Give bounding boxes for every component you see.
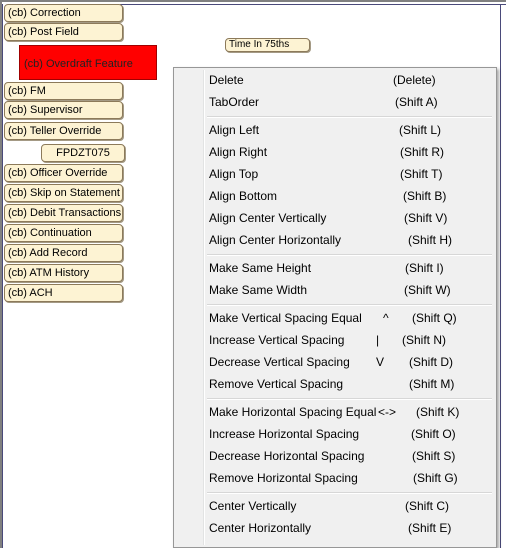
caret-down-icon: V: [376, 355, 385, 369]
menu-item-label: Make Same Height: [209, 261, 312, 275]
control-atm-history[interactable]: (cb) ATM History: [4, 264, 123, 282]
menu-item-shortcut: (Shift O): [411, 427, 456, 441]
caret-up-icon: ^: [383, 311, 389, 325]
menu-item-label: Remove Horizontal Spacing: [209, 471, 358, 485]
menu-item-increase-horizontal-spacing[interactable]: [176, 423, 494, 445]
menu-item-shortcut: (Shift Q): [412, 311, 457, 325]
menu-item-align-bottom[interactable]: [176, 185, 494, 207]
menu-item-label: Center Horizontally: [209, 521, 312, 535]
menu-item-shortcut: (Shift M): [409, 377, 455, 391]
menu-item-remove-horizontal-spacing[interactable]: [176, 467, 494, 489]
menu-item-shortcut: (Shift H): [408, 233, 453, 247]
menu-item-decrease-vertical-spacing[interactable]: [176, 351, 494, 373]
menu-item-label: Align Top: [209, 167, 259, 181]
menu-item-label: Decrease Horizontal Spacing: [209, 449, 365, 463]
canvas-right-border: [500, 4, 501, 548]
control-fm[interactable]: (cb) FM: [4, 82, 123, 100]
menu-item-decrease-horizontal-spacing[interactable]: [176, 445, 494, 467]
menu-item-taborder[interactable]: [176, 91, 494, 113]
menu-item-shortcut: (Shift K): [416, 405, 460, 419]
menu-item-center-vertically[interactable]: [176, 495, 494, 517]
menu-item-label: Delete: [209, 73, 244, 87]
menu-item-label: Decrease Vertical Spacing: [209, 355, 350, 369]
menu-item-shortcut: (Shift R): [400, 145, 445, 159]
horizontal-arrows-icon: <->: [378, 405, 397, 419]
menu-item-shortcut: (Shift S): [412, 449, 456, 463]
control-continuation[interactable]: (cb) Continuation: [4, 224, 123, 242]
menu-item-label: Increase Horizontal Spacing: [209, 427, 360, 441]
menu-separator: [207, 398, 492, 400]
control-add-record[interactable]: (cb) Add Record: [4, 244, 123, 262]
menu-item-label: Align Left: [209, 123, 260, 137]
menu-item-shortcut: (Shift A): [395, 95, 438, 109]
menu-item-align-center-horizontally[interactable]: [176, 229, 494, 251]
menu-item-shortcut: (Shift B): [403, 189, 447, 203]
menu-item-shortcut: (Shift I): [405, 261, 444, 275]
menu-item-label: TabOrder: [209, 95, 260, 109]
canvas-left-border: [2, 4, 3, 548]
control-post-field[interactable]: (cb) Post Field: [4, 23, 123, 41]
menu-separator: [207, 116, 492, 118]
menu-item-shortcut: (Delete): [393, 73, 436, 87]
menu-separator: [207, 492, 492, 494]
menu-item-align-left[interactable]: [176, 119, 494, 141]
menu-item-align-center-vertically[interactable]: [176, 207, 494, 229]
menu-item-align-right[interactable]: [176, 141, 494, 163]
control-officer-override[interactable]: (cb) Officer Override: [4, 164, 123, 182]
control-teller-override[interactable]: (cb) Teller Override: [4, 122, 123, 140]
control-ach[interactable]: (cb) ACH: [4, 284, 123, 302]
menu-item-label: Align Right: [209, 145, 268, 159]
menu-item-shortcut: (Shift E): [408, 521, 452, 535]
menu-separator: [207, 304, 492, 306]
menu-item-make-vertical-spacing-equal[interactable]: [176, 307, 494, 329]
menu-item-label: Align Bottom: [209, 189, 278, 203]
menu-item-label: Center Vertically: [209, 499, 297, 513]
menu-item-label: Make Horizontal Spacing Equal: [209, 405, 377, 419]
menu-item-shortcut: (Shift G): [413, 471, 458, 485]
menu-item-make-same-width[interactable]: [176, 279, 494, 301]
menu-item-shortcut: (Shift N): [402, 333, 447, 347]
menu-item-shortcut: (Shift D): [409, 355, 454, 369]
menu-item-label: Make Same Width: [209, 283, 308, 297]
menu-item-shortcut: (Shift V): [404, 211, 448, 225]
menu-item-shortcut: (Shift C): [405, 499, 450, 513]
menu-item-remove-vertical-spacing[interactable]: [176, 373, 494, 395]
menu-item-align-top[interactable]: [176, 163, 494, 185]
control-fpdzt075[interactable]: FPDZT075: [41, 144, 125, 162]
menu-item-label: Remove Vertical Spacing: [209, 377, 344, 391]
menu-item-label: Make Vertical Spacing Equal: [209, 311, 362, 325]
menu-item-increase-vertical-spacing[interactable]: [176, 329, 494, 351]
context-menu: [173, 67, 497, 548]
menu-item-label: Align Center Horizontally: [209, 233, 342, 247]
menu-item-shortcut: (Shift L): [399, 123, 442, 137]
control-correction[interactable]: (cb) Correction: [4, 4, 123, 22]
menu-item-delete[interactable]: [176, 69, 494, 91]
control-skip-on-statement[interactable]: (cb) Skip on Statement: [4, 184, 123, 202]
canvas-top-border: [120, 4, 506, 5]
control-debit-transactions[interactable]: (cb) Debit Transactions: [4, 204, 123, 222]
control-overdraft-feature[interactable]: (cb) Overdraft Feature: [19, 45, 157, 80]
menu-item-make-horizontal-spacing-equal[interactable]: [176, 401, 494, 423]
menu-item-shortcut: (Shift T): [400, 167, 443, 181]
menu-item-shortcut: (Shift W): [404, 283, 451, 297]
control-supervisor[interactable]: (cb) Supervisor: [4, 101, 123, 119]
menu-item-label: Increase Vertical Spacing: [209, 333, 345, 347]
menu-item-make-same-height[interactable]: [176, 257, 494, 279]
menu-item-center-horizontally[interactable]: [176, 517, 494, 539]
menu-item-label: Align Center Vertically: [209, 211, 327, 225]
control-time-in-75ths[interactable]: Time In 75ths: [225, 38, 310, 52]
menu-separator: [207, 254, 492, 256]
vertical-bar-icon: |: [376, 333, 380, 347]
